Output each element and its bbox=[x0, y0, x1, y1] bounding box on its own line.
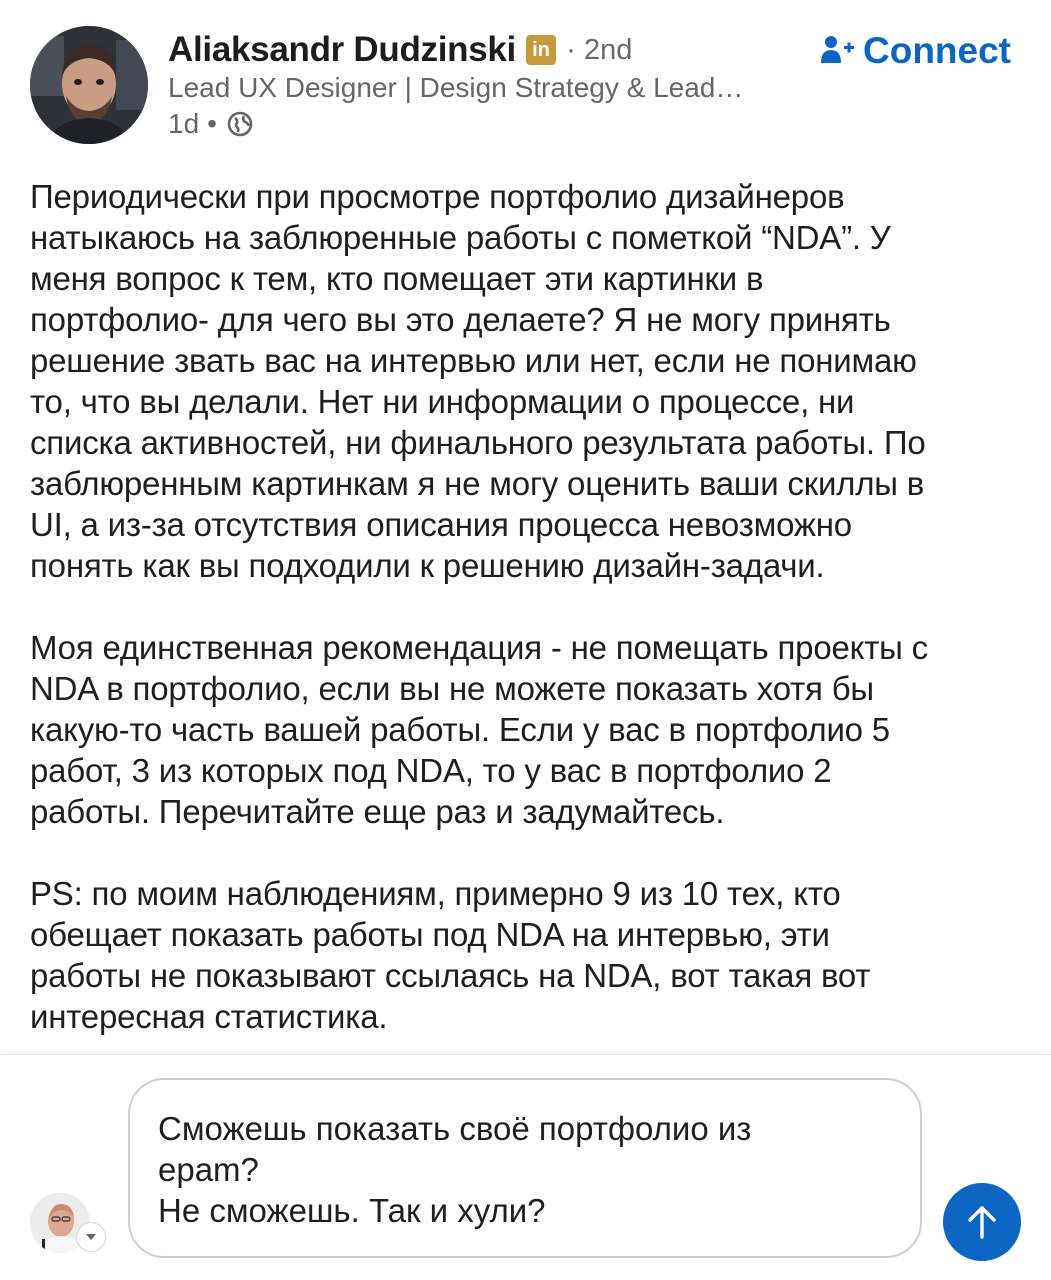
post-line: заблюренным картинкам я не могу оценить ваши скиллы в bbox=[30, 465, 925, 502]
post-line: UI, а из-за отсутствия описания процесса невозможно bbox=[30, 506, 852, 543]
comment-input[interactable] bbox=[128, 1078, 922, 1258]
post-header bbox=[0, 0, 1051, 160]
post-line: работ, 3 из которых под NDA, то у вас в портфолио 2 bbox=[30, 752, 832, 789]
post-line: PS: по моим наблюдениям, примерно 9 из 10 тех, кто bbox=[30, 875, 841, 912]
post-line: работы. Перечитайте еще раз и задумайтесь. bbox=[30, 793, 725, 830]
post-line: Периодически при просмотре портфолио дизайнеров bbox=[30, 178, 845, 215]
post-text bbox=[30, 176, 1030, 1078]
post-line: интересная статистика. bbox=[30, 998, 388, 1035]
post-line: какую-то часть вашей работы. Если у вас в портфолио 5 bbox=[30, 711, 890, 748]
post-line: работы не показывают ссылаясь на NDA, вот такая вот bbox=[30, 957, 871, 994]
post-time: 1d bbox=[168, 108, 200, 139]
send-button[interactable] bbox=[943, 1183, 1021, 1261]
author-line bbox=[168, 28, 632, 72]
author-name[interactable]: Aliaksandr Dudzinski bbox=[168, 30, 516, 69]
post-paragraph bbox=[30, 873, 1030, 1037]
degree-separator: · bbox=[565, 33, 576, 66]
post-line: Моя единственная рекомендация - не помещать проекты с bbox=[30, 629, 928, 666]
comment-line: epam? bbox=[158, 1151, 259, 1188]
post-line: обещает показать работы под NDA на интервью, эти bbox=[30, 916, 830, 953]
post-line: то, что вы делали. Нет ни информации о процессе, ни bbox=[30, 383, 855, 420]
post-paragraph bbox=[30, 176, 1030, 586]
post-line: NDA в портфолио, если вы не можете показать хотя бы bbox=[30, 670, 874, 707]
comment-line: Не сможешь. Так и хули? bbox=[158, 1192, 546, 1229]
post-line: понять как вы подходили к решению дизайн-задачи. bbox=[30, 547, 825, 584]
connect-label: Connect bbox=[863, 30, 1011, 71]
arrow-up-icon bbox=[962, 1202, 1002, 1242]
connection-degree: 2nd bbox=[583, 33, 633, 66]
linkedin-premium-icon: in bbox=[526, 35, 556, 65]
post-paragraph bbox=[30, 627, 1030, 832]
author-headline: Lead UX Designer | Design Strategy & Lead… bbox=[168, 72, 744, 103]
post-meta bbox=[168, 108, 253, 140]
globe-icon bbox=[227, 111, 253, 137]
add-person-icon bbox=[819, 33, 855, 69]
author-avatar[interactable] bbox=[30, 26, 148, 144]
post-line: портфолио- для чего вы это делаете? Я не могу принять bbox=[30, 301, 891, 338]
meta-separator: • bbox=[207, 108, 217, 139]
chevron-down-icon[interactable] bbox=[76, 1222, 106, 1252]
comment-line: Сможешь показать своё портфолио из bbox=[158, 1110, 752, 1147]
post-line: натыкаюсь на заблюренные работы с пометкой “NDA”. У bbox=[30, 219, 891, 256]
post-line: решение звать вас на интервью или нет, если не понимаю bbox=[30, 342, 917, 379]
connect-button[interactable] bbox=[819, 28, 1011, 74]
post-line: списка активностей, ни финального результата работы. По bbox=[30, 424, 926, 461]
post-line: меня вопрос к тем, кто помещает эти картинки в bbox=[30, 260, 764, 297]
